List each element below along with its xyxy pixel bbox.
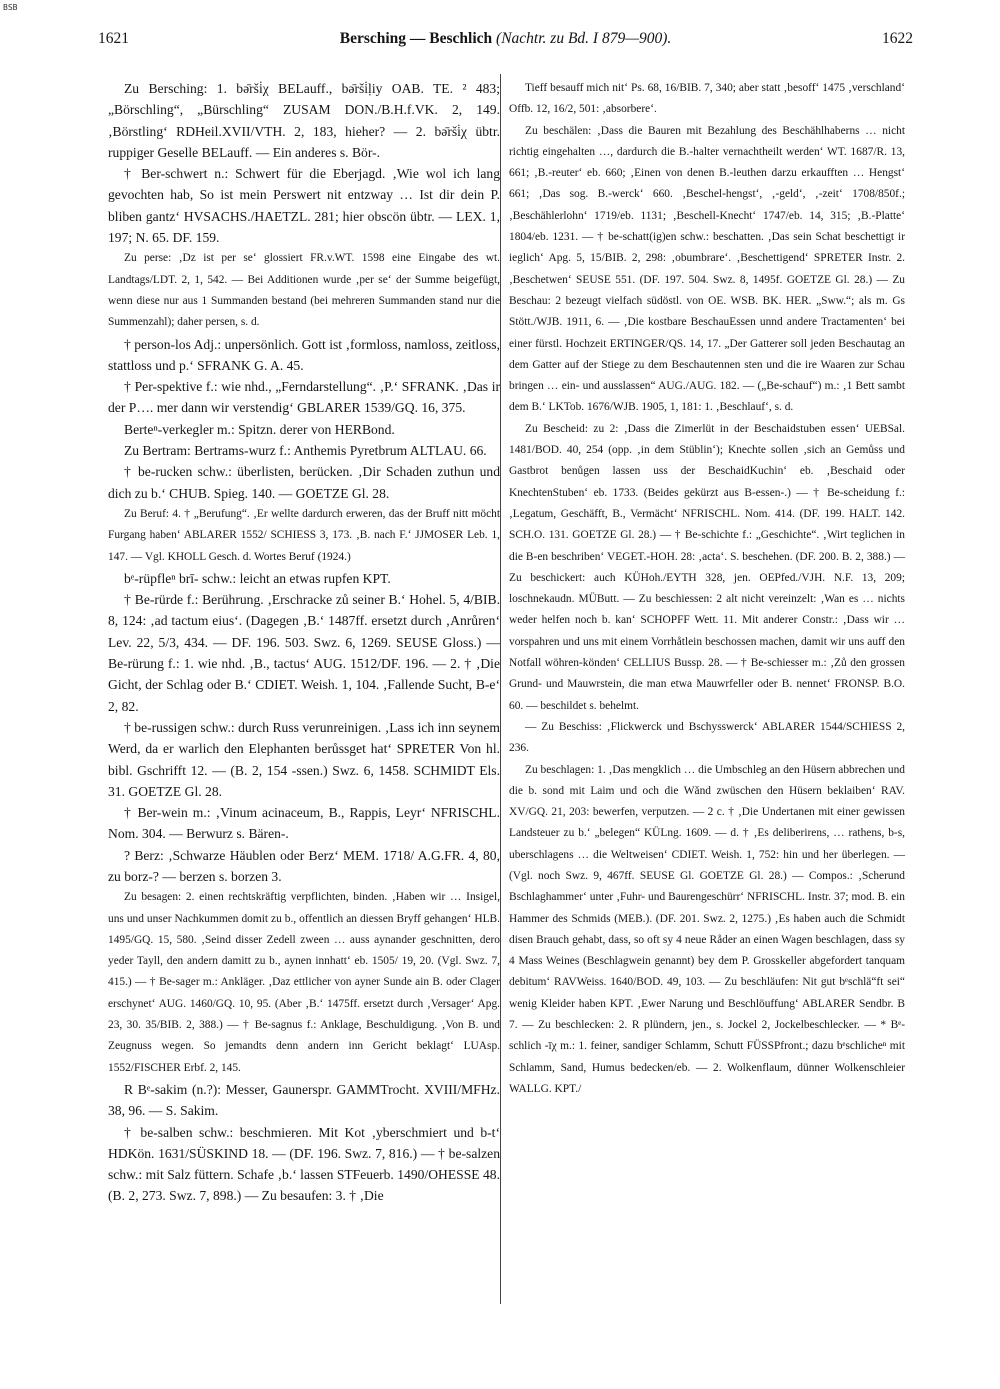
header-subtitle: (Nachtr. zu Bd. I 879—900). — [496, 30, 672, 47]
entry-be-ruepflen: bᵉ-rüpfleⁿ brī- schw.: leicht an etwas rupfen KPT. — [124, 570, 391, 586]
entry-bersching: Zu Bersching: 1. bə̄rši̇χ BELauff., bə̄rši̇ḷiy OAB. TE. ² 483; „Börschling“, „Bürschling“ ZUSAM DON./B.H.f.VK. 2, 149. ‚Börstling‘ RDHeil.XVII/VTH. 2, 183, hieher? — 2. bə̄rši̇χ übtr. ruppiger Geselle BELauff. — Ein anderes s. Bör-. — [108, 81, 500, 160]
entry-beruf: Zu Beruf: 4. † „Berufung“. ‚Er wellte dardurch erweren, das der Bruff nitt möcht Furgang haben‘ ABLARER 1552/ SCHIESS 3, 173. ‚B. nach F.‘ JJMOSER Leb. 1, 147. — Vgl. KHOLL Gesch. d. Wortes Beruf (1924.) — [108, 507, 500, 563]
entry-per-spektive: † Per-spektive f.: wie nhd., „Ferndarstellung“. ‚P.‘ SFRANK. ‚Das ir der P…. mer dann wir verstendig‘ GBLARER 1539/GQ. 16, 375. — [108, 379, 500, 416]
entry-besagen: Zu besagen: 2. einen rechtskräftig verpflichten, binden. ‚Haben wir … Insigel, uns und unser Nachkummen domit zu b., offentlich an diessen Bryff gehangen‘ HLB. 1495/GQ. 15, 580. ‚Seind disser Zedell zween … auss aynander geschnitten, dero yeder Tayll, den andern damitt zu b., aynen innhatt‘ eb. 1505/ 19, 20. (Vgl. Swz. 7, 415.) — † Be-sager m.: Ankläger. ‚Daz ettlicher von ayner Sunde ain B. oder Clager erschynet‘ AUG. 1460/GQ. 10, 95. (Aber ‚B.‘ 1475ff. ersetzt durch ‚Versager‘ Apg. 23, 30. 35/BIB. 2, 388.) — † Be-sagnus f.: Anklage, Beschuldigung. ‚Von B. und Zeugnuss wegen. So jemandts denn andern inn Gericht beklagt‘ LUAsp. 1552/FISCHER Erbf. 2, 145. — [108, 891, 500, 1074]
header-title — [98, 30, 913, 48]
entry-bescheid: Zu Bescheid: zu 2: ‚Dass die Zimerlüt in der Beschaidstuben essen‘ UEBSal. 1481/BOD. 40, 254 (opp. ‚in dem Stüblin‘); Knechte sollen ‚sich an Gemůss und Gastbrot benůgen lassen uss der BeschaidKuchin‘ eb. ‚Beschaid oder KnechtenStuben‘ eb. 1733. (Beides gekürzt aus B-essen-.) — † Be-scheidung f.: ‚Legatum, Geschäfft, B., Vermächt‘ NFRISCHL. Nom. 414. (DF. 199. HALT. 142. SCH.O. 131. GOETZE Gl. 28.) — † Be-schichte f.: „Geschichte“. ‚Wirt teglichen in die B-en beschriben‘ VEGET.-HOH. 28: ‚acta‘. S. beschehen. (DF. 200. B. 2, 388.) — Zu beschickert: auch KÜHoh./EYTH 328, jen. OEPfed./VJH. N.F. 13, 209; loschnekaudn. MÜButt. — Zu beschiessen: 2 alt nicht vereinzelt: ‚Wan es … nichts weder helfen noch b. kan‘ SCHOPFF Wett. 11. Mit anderer Constr.: ‚Dass wir … vorspahren und uns mit einem Vorrhåtlein beschossen machen, damit wir uns auff den Notfall wöhren-könden‘ CELLIUS Bussp. 28. — † Be-schiesser m.: ‚Zů den grossen Grund- und Mauwrstein, die man etwa Mauwrfeller oder B. nennet‘ FRONSP. B.O. 60. — beschildet s. behelmt. — [509, 422, 905, 712]
left-column — [108, 78, 500, 1207]
column-divider — [500, 74, 501, 1304]
entry-ber-wein: † Ber-wein m.: ‚Vinum acinaceum, B., Rappis, Leyr‘ NFRISCHL. Nom. 304. — Berwurz s. Bären-. — [108, 805, 500, 842]
entry-berten-verkegler: Berteⁿ-verkegler m.: Spitzn. derer von HERBond. — [124, 421, 395, 437]
entry-be-russigen: † be-russigen schw.: durch Russ verunreinigen. ‚Lass ich inn seynem Werd, da er warlich den Elephanten berůssget hat‘ SPRETER Von hl. bibl. Gschrifft 12. — (B. 2, 154 -ssen.) Swz. 6, 1458. SCHMIDT Els. 31. GOETZE Gl. 28. — [108, 719, 500, 799]
entry-ber-schwert: † Ber-schwert n.: Schwert für die Eberjagd. ‚Wie wol ich lang gevochten hab, So ist mein Perswert nit entzway … Ist dir dein P. bliben gantz‘ HVSACHS./HAETZL. 281; hier obscön übtr. — LEX. 1, 197; N. 65. DF. 159. — [108, 166, 500, 246]
running-header — [98, 30, 913, 52]
entry-beschaelen: Zu beschälen: ‚Dass die Bauren mit Bezahlung des Beschählhaberns … nicht richtig eingehalten …, dardurch die B.-halter vernachtheilt werden‘ WT. 1687/R. 13, 661; ‚B.-reuter‘ eb. 660; ‚Einen von denen B.-leuthen darzu erkaufften … Hengst‘ 661; ‚Das sog. B.-werck‘ 660. ‚Beschel-hengst‘, ‚-geld‘, ‚-zeit‘ 1708/850f.; ‚Beschählerlohn‘ 1719/eb. 1131; ‚Beschell-Knecht‘ 1747/eb. 14, 315; ‚B.-Platte‘ 1804/eb. 1231. — † be-schatt(ig)en schw.: beschatten. ‚Das sein Schat beschettigt ir ieglich‘ Apg. 5, 15/BIB. 2, 298: ‚obumbrare‘. ‚Beschettigend‘ SPRETER Instr. 2. ‚Beschetwen‘ SEUSE 551. (DF. 197. 504. Swz. 8, 1495f. GOETZE Gl. 28.) — Zu Beschau: 2 bezeugt vielfach südöstl. von OE. WSB. BK. HER. „Sww.“; als m. Gs Stött./WJB. 1911, 6. — ‚Die kostbare BeschauEssen unnd andere Tractamenten‘ bei einer fürstl. Hochzeit ERTINGER/QS. 14, 17. „Der Gatterer soll jeden Beschautag an dem Gatter auf der Stiege zu dem Beschautennen sten und die ire Waaren zur Schau bringen … ein- und ausslassen“ AUG./AUG. 182. — („Be-schauf“) m.: ‚1 Bett sambt dem B.‘ LKTob. 1676/WJB. 1905, 1, 181: 1. ‚Beschlauf‘, s. d. — [509, 124, 905, 414]
entry-bertram: Zu Bertram: Bertrams-wurz f.: Anthemis Pyretbrum ALTLAU. 66. — [124, 443, 487, 459]
page-number-left: 1621 — [98, 30, 129, 47]
entry-beschlagen: Zu beschlagen: 1. ‚Das mengklich … die Umbschleg an den Hüsern abbrechen und die b. sond mit Laim und och die Wǎnd zwüschen den Hüsern beklaiben‘ RAV. XV/GQ. 21, 203: bewerfen, verputzen. — 2 c. † ‚Die Undertanen mit einer gewissen Landsteuer zu b.‘ „belegen“ KÜLng. 1609. — d. † ‚Es deliberirens, … rathens, b-s, uberschlagens … die Weltweisen‘ CDIET. Weish. 1, 752: hin und her überlegen. — (Vgl. noch Swz. 9, 467ff. SEUSE Gl. GOETZE Gl. 28.) — Compos.: ‚Scherund Bschlaghammer‘ unter ‚Fuhr- und Baurengeschürr‘ NFRISCHL. Instr. 37; mod. B. ein Hammer des Schmids (MEB.). (DF. 201. Swz. 2, 1275.) ‚Es haben auch die Schmidt disen Brauch gehabt, dass, so oft sy 4 neue Råder an einen Wagen beschlagen, dass sy 4 Mass Weines (Beschlagwein genannt) bey dem P. Grosskeller abgefordert tanquam debitum‘ RAVWeiss. 1640/BOD. 49, 103. — Zu beschläufen: Nit gut bᵉschlä“ft sei“ wenig Kleider haben KPT. ‚Ewer Narung und Beschlöuffung‘ ABLARER Sendbr. B 7. — Zu beschlecken: 2. R plündern, jen., s. Jockel 2, Jockelbeschlecker. — * Bᵉ-schlich -īχ m.: 1. feiner, sandiger Schlamm, Schutt FÜSSPfront.; dazu bᵉschlicheⁿ mit Schlamm, Sand, Humus bedecken/eb. — 2. Wolkenflaum, dünner Wolkenschleier WALLG. KPT./ — [509, 763, 905, 1095]
entry-berz: ? Berz: ‚Schwarze Häublen oder Berz‘ MEM. 1718/ A.G.FR. 4, 80, zu borz-? — berzen s. borzen 3. — [108, 847, 500, 884]
library-stamp: BSB — [3, 3, 18, 12]
entry-besaufen-cont: Tieff besauff mich nit‘ Ps. 68, 16/BIB. 7, 340; aber statt ‚besoff‘ 1475 ‚verschland‘ Offb. 12, 16/2, 501: ‚absorbere‘. — [509, 82, 905, 116]
entry-perse: Zu perse: ‚Dz ist per se‘ glossiert FR.v.WT. 1598 eine Eingabe des wt. Landtags/LDT. 2, 1, 542. — Bei Additionen wurde ‚per se‘ der Summe beigefügt, wenn diese nur aus 1 Summanden bestand (bei mehreren Summanden stand nur die Summenzahl); daher persen, s. d. — [108, 252, 500, 329]
entry-be-salben: † be-salben schw.: beschmieren. Mit Kot ‚yberschmiert und b-t‘ HDKön. 1631/SÜSKIND 18. — (DF. 196. Swz. 7, 816.) — † be-salzen schw.: mit Salz füttern. Schafe ‚b.‘ lassen STFeuerb. 1490/OHESSE 48. (B. 2, 273. Swz. 7, 898.) — Zu besaufen: 3. † ‚Die — [108, 1124, 500, 1204]
entry-be-ruerde: † Be-rürde f.: Berührung. ‚Erschracke zů seiner B.‘ Hohel. 5, 4/BIB. 8, 124: ‚ad tactum eius‘. (Dagegen ‚B.‘ 1487ff. ersetzt durch ‚Anrůren‘ Lev. 22, 5/3, 434. — DF. 196. 503. Swz. 6, 1269. SEUSE Gloss.) — Be-rürung f.: 1. wie nhd. ‚B., tactus‘ AUG. 1512/DF. 196. — 2. † ‚Die Gicht, der Schlag oder B.‘ CDIET. Weish. 1, 104. ‚Fallende Sucht, B-e‘ 2, 82. — [108, 592, 500, 714]
entry-be-sakim: R Bᵉ-sakim (n.?): Messer, Gaunerspr. GAMMTrocht. XVIII/MFHz. 38, 96. — S. Sakim. — [108, 1081, 500, 1119]
entry-person-los: † person-los Adj.: unpersönlich. Gott ist ‚formloss, namloss, zeitloss, stattloss und p.‘ SFRANK G. A. 45. — [108, 336, 500, 373]
header-lemma-range: Bersching — Beschlich — [339, 30, 493, 47]
right-column — [509, 78, 905, 1100]
entry-beschiss: — Zu Beschiss: ‚Flickwerck und Bschysswerck‘ ABLARER 1544/SCHIESS 2, 236. — [509, 720, 905, 755]
page-number-right: 1622 — [882, 30, 913, 47]
entry-be-rucken: † be-rucken schw.: überlisten, berücken. ‚Dir Schaden zuthun und dich zu b.‘ CHUB. Spieg. 140. — GOETZE Gl. 28. — [108, 464, 500, 501]
